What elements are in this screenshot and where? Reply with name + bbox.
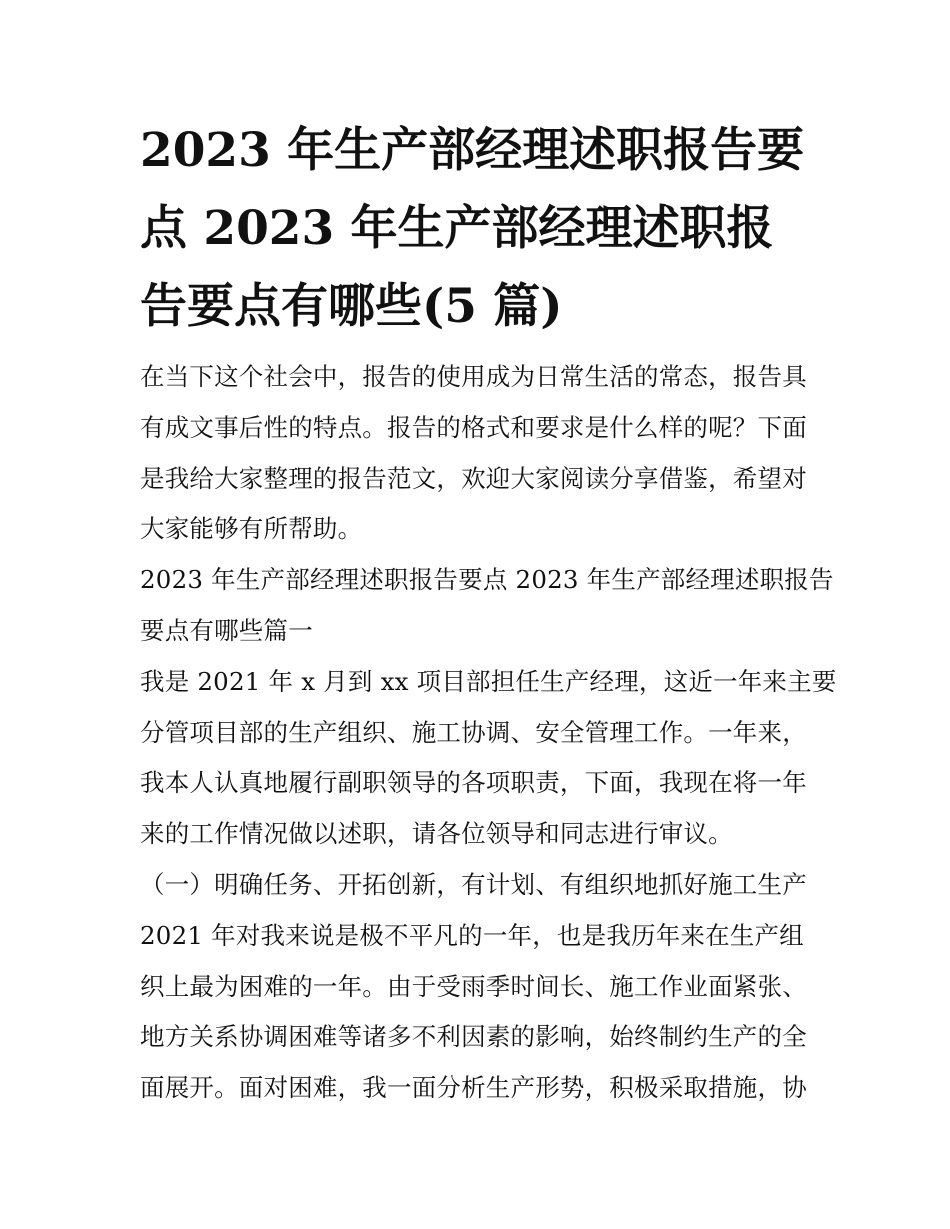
body-line: 面展开。面对困难，我一面分析生产形势，积极采取措施，协: [140, 1073, 807, 1103]
body-line: 我是 2021 年 x 月到 xx 项目部担任生产经理，这近一年来主要: [140, 666, 837, 696]
document-title: [140, 112, 820, 346]
section-heading-line: 2023 年生产部经理述职报告要点 2023 年生产部经理述职报告: [140, 565, 834, 595]
title-line-2: 点 2023 年生产部经理述职报: [140, 201, 774, 256]
body-line: 织上最为困难的一年。由于受雨季时间长、施工作业面紧张、: [140, 971, 807, 1001]
document-body: [140, 352, 837, 1114]
body-line: 地方关系协调困难等诸多不利因素的影响，始终制约生产的全: [140, 1022, 807, 1052]
title-line-3: 告要点有哪些(5 篇): [140, 279, 563, 334]
body-line: 分管项目部的生产组织、施工协调、安全管理工作。一年来，: [140, 717, 807, 747]
body-line: 我本人认真地履行副职领导的各项职责，下面，我现在将一年: [140, 768, 807, 798]
body-line: 有成文事后性的特点。报告的格式和要求是什么样的呢？下面: [140, 412, 807, 442]
body-line: 来的工作情况做以述职，请各位领导和同志进行审议。: [140, 819, 733, 849]
subsection-heading-line: （一）明确任务、开拓创新，有计划、有组织地抓好施工生产: [140, 869, 807, 899]
title-line-1: 2023 年生产部经理述职报告要: [140, 123, 805, 178]
body-line: 是我给大家整理的报告范文，欢迎大家阅读分享借鉴，希望对: [140, 463, 807, 493]
body-line: 大家能够有所帮助。: [140, 514, 363, 544]
body-line: 在当下这个社会中，报告的使用成为日常生活的常态，报告具: [140, 362, 807, 391]
section-heading-line: 要点有哪些篇一: [140, 615, 313, 645]
body-line: 2021 年对我来说是极不平凡的一年，也是我历年来在生产组: [140, 920, 804, 950]
